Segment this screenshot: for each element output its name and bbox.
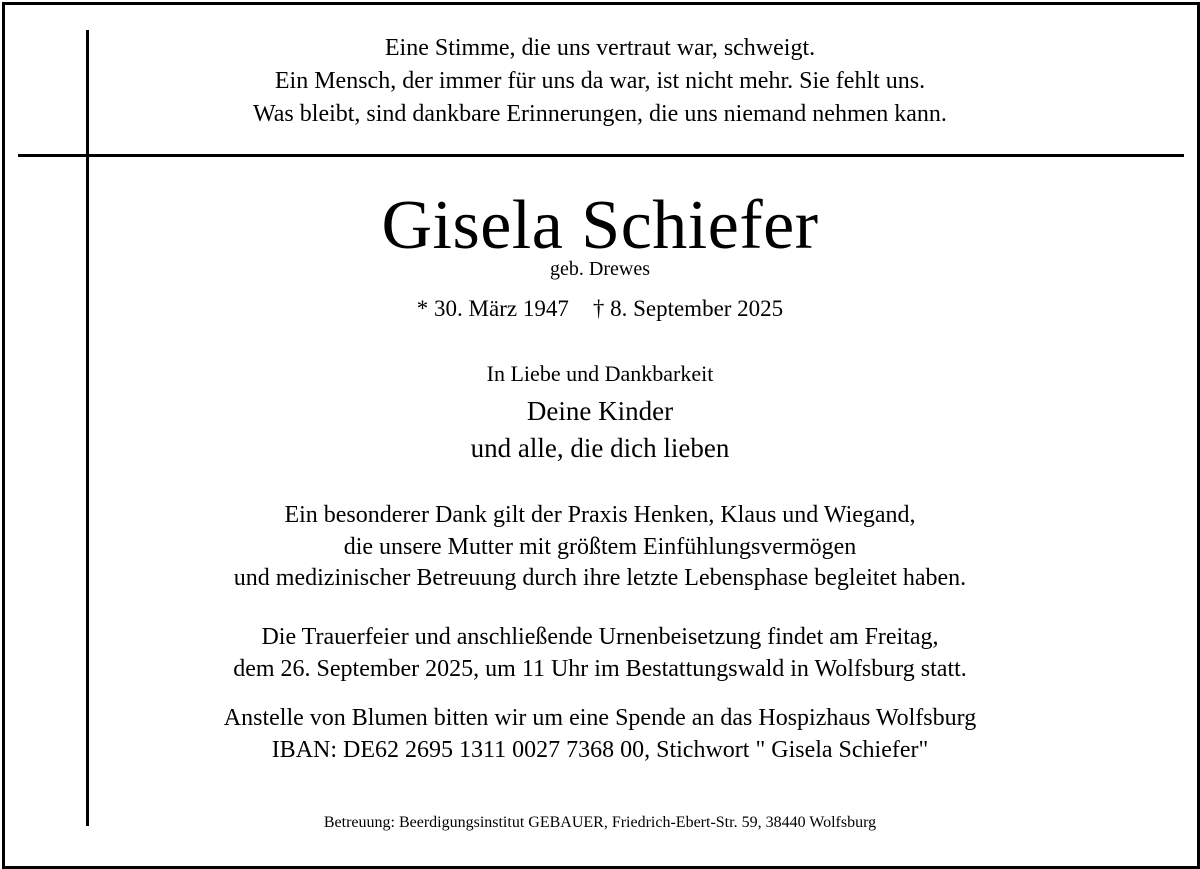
deceased-name: Gisela Schiefer xyxy=(381,187,819,264)
thanks-line-3: und medizinischer Betreuung durch ihre letzte Lebensphase begleitet haben. xyxy=(233,565,967,591)
verse-line-2: Ein Mensch, der immer für uns da war, ist nicht mehr. Sie fehlt uns. xyxy=(274,68,926,94)
thanks-line-2: die unsere Mutter mit größtem Einfühlungsvermögen xyxy=(343,534,857,560)
verse-line-3: Was bleibt, sind dankbare Erinnerungen, die uns niemand nehmen kann. xyxy=(253,101,947,127)
mourners-line-2: und alle, die dich lieben xyxy=(470,433,730,463)
donation-line-1: Anstelle von Blumen bitten wir um eine Spende an das Hospizhaus Wolfsburg xyxy=(223,705,977,731)
death-date: † 8. September 2025 xyxy=(592,296,784,321)
donation-line-2: IBAN: DE62 2695 1311 0027 7368 00, Stichwort " Gisela Schiefer" xyxy=(271,737,929,763)
ceremony-line-2: dem 26. September 2025, um 11 Uhr im Bestattungswald in Wolfsburg statt. xyxy=(233,656,967,682)
mourners-line-1: Deine Kinder xyxy=(526,396,674,426)
birth-date: * 30. März 1947 xyxy=(416,296,569,321)
thanks-line-1: Ein besonderer Dank gilt der Praxis Henken, Klaus und Wiegand, xyxy=(284,502,916,528)
mourners-intro: In Liebe und Dankbarkeit xyxy=(486,361,714,386)
cross-horizontal-bar xyxy=(18,154,1184,157)
verse-line-1: Eine Stimme, die uns vertraut war, schweigt. xyxy=(384,35,816,61)
life-dates xyxy=(0,296,1200,322)
funeral-home-footer: Betreuung: Beerdigungsinstitut GEBAUER, Friedrich-Ebert-Str. 59, 38440 Wolfsburg xyxy=(323,814,877,831)
birth-name: geb. Drewes xyxy=(550,258,650,280)
ceremony-line-1: Die Trauerfeier und anschließende Urnenbeisetzung findet am Freitag, xyxy=(261,624,939,650)
